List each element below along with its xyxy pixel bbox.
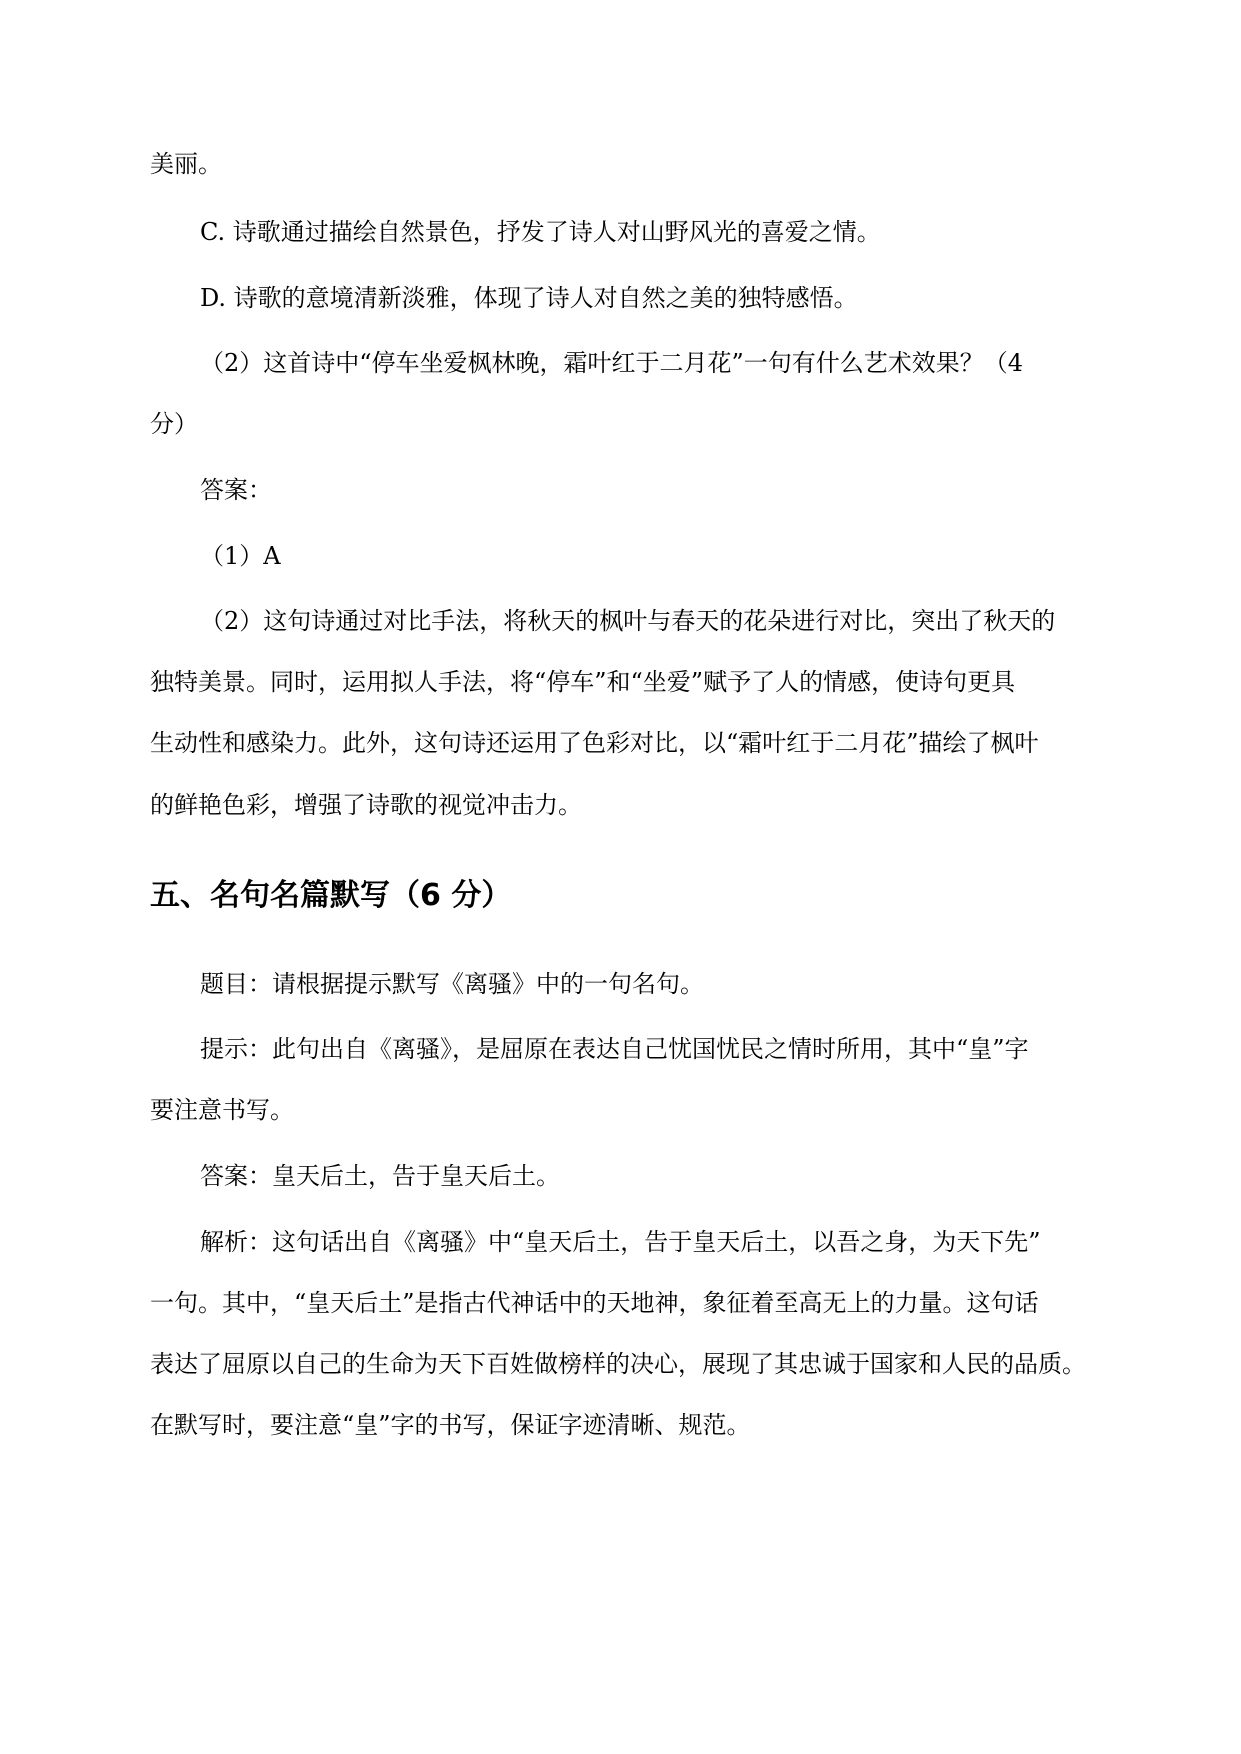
section5-hint-line2: 要注意书写。 <box>150 1096 294 1124</box>
section5-hint-line1: 提示：此句出自《离骚》，是屈原在表达自己忧国忧民之情时所用，其中“皇”字 <box>200 1035 1029 1063</box>
section5-analysis-line4: 在默写时，要注意“皇”字的书写，保证字迹清晰、规范。 <box>150 1411 751 1439</box>
section5-analysis-line1: 解析：这句话出自《离骚》中“皇天后土，告于皇天后土，以吾之身，为天下先” <box>200 1228 1041 1256</box>
option-b-tail: 美丽。 <box>150 150 222 178</box>
answer2-line2: 独特美景。同时，运用拟人手法，将“停车”和“坐爱”赋予了人的情感，使诗句更具 <box>150 668 1016 696</box>
answer-1: （1）A <box>200 542 281 570</box>
option-d: D. 诗歌的意境清新淡雅，体现了诗人对自然之美的独特感悟。 <box>200 284 858 312</box>
section5-analysis-line3: 表达了屈原以自己的生命为天下百姓做榜样的决心，展现了其忠诚于国家和人民的品质。 <box>150 1350 1086 1378</box>
question2-line1: （2）这首诗中“停车坐爱枫林晚，霜叶红于二月花”一句有什么艺术效果？（4 <box>200 349 1024 377</box>
section5-analysis-line2: 一句。其中，“皇天后土”是指古代神话中的天地神，象征着至高无上的力量。这句话 <box>150 1289 1039 1317</box>
answer2-line1: （2）这句诗通过对比手法，将秋天的枫叶与春天的花朵进行对比，突出了秋天的 <box>200 607 1056 635</box>
question2-line2: 分） <box>150 410 198 438</box>
option-c: C. 诗歌通过描绘自然景色，抒发了诗人对山野风光的喜爱之情。 <box>200 218 881 246</box>
section5-answer: 答案：皇天后土，告于皇天后土。 <box>200 1162 560 1190</box>
section5-question: 题目：请根据提示默写《离骚》中的一句名句。 <box>200 970 704 998</box>
answer2-line4: 的鲜艳色彩，增强了诗歌的视觉冲击力。 <box>150 791 582 819</box>
answer-label: 答案： <box>200 476 272 504</box>
answer2-line3: 生动性和感染力。此外，这句诗还运用了色彩对比，以“霜叶红于二月花”描绘了枫叶 <box>150 729 1039 757</box>
section5-heading: 五、名句名篇默写（6 分） <box>150 878 512 913</box>
